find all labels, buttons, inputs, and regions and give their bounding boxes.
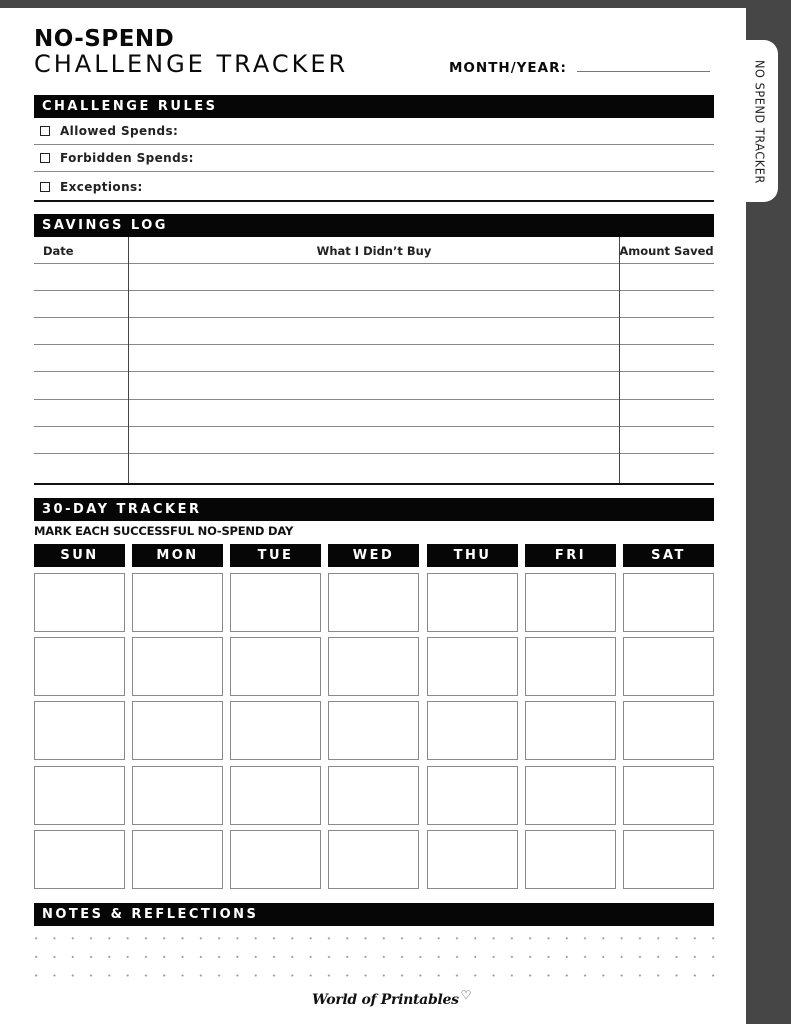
- day-header-wed: WED: [328, 544, 419, 567]
- day-cell[interactable]: [132, 766, 223, 825]
- day-cell[interactable]: [132, 830, 223, 889]
- day-cell[interactable]: [328, 637, 419, 696]
- rule-label: Exceptions:: [60, 179, 143, 194]
- day-cell[interactable]: [230, 573, 321, 632]
- brand-logo: [312, 988, 472, 1008]
- table-row[interactable]: [34, 291, 714, 318]
- day-cell[interactable]: [132, 637, 223, 696]
- day-cell[interactable]: [328, 766, 419, 825]
- savings-log-heading: SAVINGS LOG: [34, 214, 714, 237]
- day-cell[interactable]: [427, 766, 518, 825]
- day-cell[interactable]: [427, 637, 518, 696]
- table-header-row: [34, 237, 714, 264]
- heart-icon: ♡: [460, 988, 472, 1002]
- day-cell[interactable]: [34, 701, 125, 760]
- day-cell[interactable]: [525, 830, 616, 889]
- checkbox-icon[interactable]: [40, 126, 50, 136]
- tracker-subtitle: MARK EACH SUCCESSFUL NO-SPEND DAY: [34, 524, 294, 538]
- page-title-line1: NO-SPEND: [34, 26, 175, 52]
- table-row[interactable]: [34, 400, 714, 427]
- day-cell[interactable]: [34, 830, 125, 889]
- day-cell[interactable]: [34, 573, 125, 632]
- rule-label: Forbidden Spends:: [60, 151, 194, 165]
- savings-log-table: [34, 237, 714, 485]
- rule-label: Allowed Spends:: [60, 124, 179, 138]
- day-cell[interactable]: [623, 637, 714, 696]
- page-title-line2: CHALLENGE TRACKER: [34, 50, 349, 78]
- day-cell[interactable]: [427, 701, 518, 760]
- day-header-mon: MON: [132, 544, 223, 567]
- tracker-heading: 30-DAY TRACKER: [34, 498, 714, 521]
- day-cell[interactable]: [427, 573, 518, 632]
- day-cell[interactable]: [230, 830, 321, 889]
- day-cell[interactable]: [525, 573, 616, 632]
- table-row[interactable]: [34, 427, 714, 454]
- day-cell[interactable]: [525, 637, 616, 696]
- day-cell[interactable]: [328, 573, 419, 632]
- day-cell[interactable]: [328, 830, 419, 889]
- month-year-field[interactable]: [577, 71, 710, 72]
- day-cell[interactable]: [132, 701, 223, 760]
- month-year-label: MONTH/YEAR:: [449, 60, 567, 76]
- rule-row-exceptions[interactable]: [34, 173, 714, 202]
- day-cell[interactable]: [623, 766, 714, 825]
- day-header-thu: THU: [427, 544, 518, 567]
- checkbox-icon[interactable]: [40, 153, 50, 163]
- day-cell[interactable]: [623, 573, 714, 632]
- checkbox-icon[interactable]: [40, 182, 50, 192]
- side-tab-label: NO SPEND TRACKER: [752, 60, 768, 184]
- day-header-tue: TUE: [230, 544, 321, 567]
- notes-heading: NOTES & REFLECTIONS: [34, 903, 714, 926]
- table-row[interactable]: [34, 345, 714, 372]
- day-header-sun: SUN: [34, 544, 125, 567]
- day-cell[interactable]: [230, 701, 321, 760]
- day-cell[interactable]: [230, 637, 321, 696]
- column-header-date: Date: [43, 244, 74, 258]
- day-cell[interactable]: [623, 830, 714, 889]
- table-row[interactable]: [34, 373, 714, 400]
- table-row[interactable]: [34, 318, 714, 345]
- table-row[interactable]: [34, 455, 714, 482]
- column-divider: [128, 237, 129, 483]
- table-row[interactable]: [34, 264, 714, 291]
- day-cell[interactable]: [230, 766, 321, 825]
- rule-row-forbidden[interactable]: [34, 145, 714, 172]
- day-cell[interactable]: [132, 573, 223, 632]
- column-header-item: What I Didn’t Buy: [316, 244, 432, 258]
- column-divider: [619, 237, 620, 483]
- day-cell[interactable]: [328, 701, 419, 760]
- notes-dot-grid[interactable]: [34, 935, 718, 985]
- day-cell[interactable]: [34, 766, 125, 825]
- day-cell[interactable]: [427, 830, 518, 889]
- day-cell[interactable]: [525, 766, 616, 825]
- day-header-sat: SAT: [623, 544, 714, 567]
- brand-text: World of Printables: [312, 992, 459, 1008]
- rule-row-allowed[interactable]: [34, 118, 714, 145]
- challenge-rules-heading: CHALLENGE RULES: [34, 95, 714, 118]
- day-cell[interactable]: [525, 701, 616, 760]
- day-header-fri: FRI: [525, 544, 616, 567]
- day-cell[interactable]: [623, 701, 714, 760]
- day-cell[interactable]: [34, 637, 125, 696]
- column-header-amount: Amount Saved: [619, 244, 714, 258]
